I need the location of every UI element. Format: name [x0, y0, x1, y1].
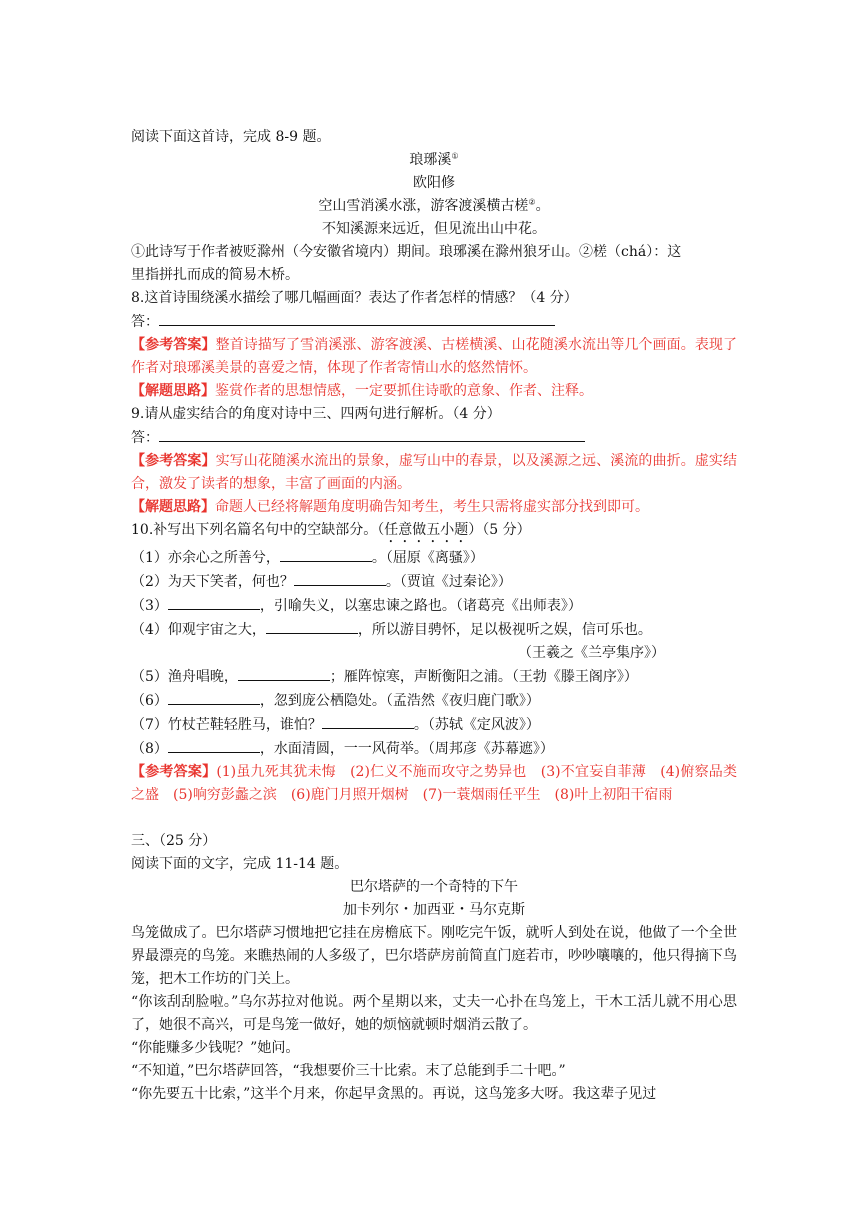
footnote-marker: ②	[528, 197, 536, 207]
reference-answer: 【参考答案】(1)虽九死其犹未悔 (2)仁义不施而攻守之势异也 (3)不宜妄自菲薄 (4)俯察品类之盛 (5)响穷彭蠡之滨 (6)鹿门月照开烟树 (7)一蓑烟雨任平生 (8)叶上初阳干宿雨	[131, 764, 738, 803]
answer-line[interactable]: 答：	[131, 310, 737, 334]
section-heading: 三、（25 分）	[131, 833, 217, 849]
fill-item: （2）为天下笑者，何也？ 。（贾谊《过秦论》）	[131, 570, 737, 594]
fill-item: （1）亦余心之所善兮， 。（屈原《离骚》）	[131, 546, 737, 570]
fill-item: （8） ，水面清圆，一一风荷举。（周邦彦《苏幕遮》）	[131, 737, 737, 761]
poem-author: 欧阳修	[413, 175, 455, 191]
fill-item: （6） ，忽到庞公栖隐处。（孟浩然《夜归鹿门歌》）	[131, 689, 737, 713]
question-9: 9.请从虚实结合的角度对诗中三、四两句进行解析。（4 分）	[131, 406, 501, 422]
fill-item: （3） ，引喻失义，以塞忠谏之路也。（诸葛亮《出师表》）	[131, 594, 737, 618]
story-author: 加卡列尔・加西亚・马尔克斯	[343, 902, 525, 918]
spacer	[131, 807, 737, 830]
fill-item: （5）渔舟唱晚， ；雁阵惊寒，声断衡阳之浦。（王勃《滕王阁序》）	[131, 665, 737, 689]
poem-notes: ①此诗写于作者被贬滁州（今安徽省境内）期间。琅琊溪在滁州狼牙山。②槎（chá）：这	[131, 244, 682, 260]
emphasis-text: 任意做五小题	[384, 522, 469, 538]
story-paragraph: “你先要五十比索，”这半个月来，你起早贪黑的。再说，这鸟笼多大呀。我这辈子见过	[131, 1086, 657, 1102]
poem-notes: 里指拼扎而成的简易木桥。	[131, 267, 299, 283]
blank[interactable]	[168, 594, 260, 610]
blank[interactable]	[322, 713, 414, 729]
story-paragraph: “不知道，”巴尔塔萨回答，“我想要价三十比索。末了总能到手二十吧。”	[131, 1063, 566, 1079]
poem-line: 不知溪源来远近，但见流出山中花。	[322, 221, 546, 237]
poem-title: 琅琊溪①	[409, 151, 459, 168]
solution-tip: 【解题思路】鉴赏作者的思想情感，一定要抓住诗歌的意象、作者、注释。	[131, 383, 593, 399]
story-paragraph: 鸟笼做成了。巴尔塔萨习惯地把它挂在房檐底下。刚吃完午饭，就听人到处在说，他做了一个全世界最漂亮的鸟笼。来瞧热闹的人多级了，巴尔塔萨房前简直门庭若市，吵吵嚷嚷的，他只得摘下鸟笼，把木工作坊的门关上。	[131, 925, 737, 987]
fill-item: （4）仰观宇宙之大， ，所以游目骋怀，足以极视听之娱，信可乐也。	[131, 618, 737, 642]
reference-answer: 【参考答案】整首诗描写了雪消溪涨、游客渡溪、古槎横溪、山花随溪水流出等几个画面。表现了作者对琅琊溪美景的喜爱之情，体现了作者寄情山水的悠然情怀。	[131, 337, 738, 376]
story-title: 巴尔塔萨的一个奇特的下午	[350, 879, 518, 895]
answer-line[interactable]: 答：	[131, 426, 737, 450]
question-10: 10.补写出下列名篇名句中的空缺部分。（任意做五小题）（5 分）	[131, 522, 531, 538]
story-paragraph: “你该刮刮脸啦。”乌尔苏拉对他说。两个星期以来，丈夫一心扑在鸟笼上，干木工活儿就不用心思了，她很不高兴，可是鸟笼一做好，她的烦恼就顿时烟消云散了。	[131, 994, 737, 1033]
reference-answer: 【参考答案】实写山花随溪水流出的景象，虚写山中的春景，以及溪源之远、溪流的曲折。虚实结合，激发了读者的想象，丰富了画面的内涵。	[131, 453, 738, 492]
poem-line: 空山雪消溪水涨，游客渡溪横古槎②。	[318, 197, 550, 214]
solution-tip: 【解题思路】命题人已经将解题角度明确告知考生，考生只需将虚实部分找到即可。	[131, 499, 649, 515]
blank[interactable]	[280, 546, 372, 562]
blank[interactable]	[238, 665, 330, 681]
footnote-marker: ①	[451, 151, 459, 161]
document-page	[131, 126, 737, 1106]
fill-item: （7）竹杖芒鞋轻胜马，谁怕？ 。（苏轼《定风波》）	[131, 713, 737, 737]
blank[interactable]	[168, 737, 260, 753]
reading-instruction: 阅读下面这首诗，完成 8-9 题。	[131, 129, 331, 145]
fill-item-source: （王羲之《兰亭集序》）	[518, 645, 665, 661]
blank[interactable]	[266, 618, 358, 634]
reading-instruction: 阅读下面的文字，完成 11-14 题。	[131, 856, 349, 872]
question-8: 8.这首诗围绕溪水描绘了哪几幅画面？表达了作者怎样的情感？（4 分）	[131, 290, 578, 306]
story-paragraph: “你能赚多少钱呢？”她问。	[131, 1040, 300, 1056]
blank[interactable]	[294, 570, 386, 586]
blank[interactable]	[168, 689, 260, 705]
